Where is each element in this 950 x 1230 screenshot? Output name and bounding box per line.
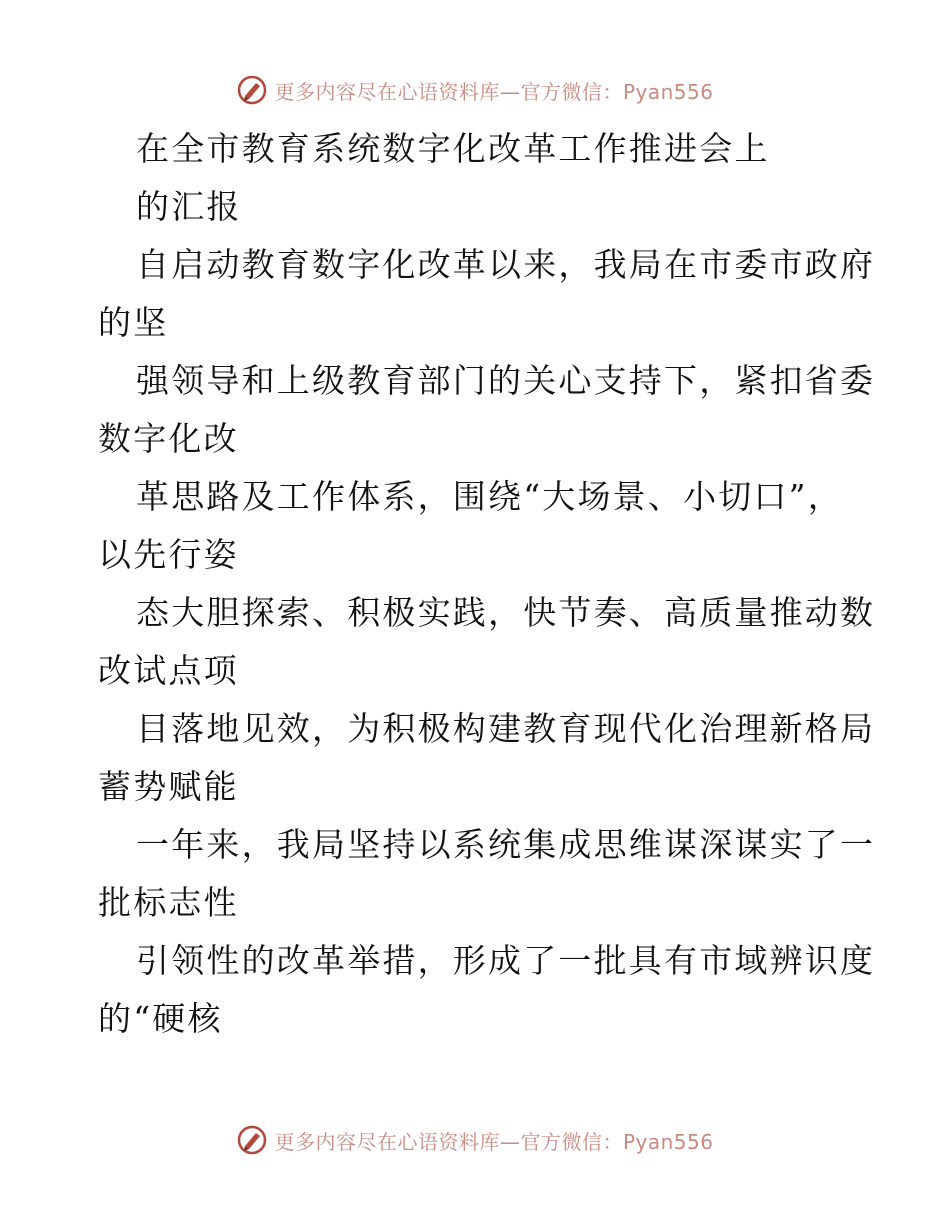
pen-logo-icon xyxy=(236,74,268,106)
text-line: 批标志性 xyxy=(98,883,239,922)
footer-banner xyxy=(0,1120,950,1160)
pen-logo-icon xyxy=(236,1124,268,1156)
text-line: 自启动教育数字化改革以来，我局在市委市政府 xyxy=(136,245,876,284)
banner-text: 更多内容尽在心语资料库—官方微信：Pyan556 xyxy=(274,79,714,104)
text-line: 态大胆探索、积极实践，快节奏、高质量推动数 xyxy=(136,593,876,632)
text-line: 的坚 xyxy=(98,303,169,342)
text-line: 一年来，我局坚持以系统集成思维谋深谋实了一 xyxy=(136,825,876,864)
text-line: 改试点项 xyxy=(98,651,239,690)
text-line: 数字化改 xyxy=(98,419,239,458)
document-body xyxy=(98,120,876,1048)
text-line: 蓄势赋能 xyxy=(98,767,239,806)
header-banner xyxy=(0,70,950,110)
text-line: 的“硬核 xyxy=(98,999,223,1038)
text-line: 的汇报 xyxy=(136,187,242,226)
text-line: 以先行姿 xyxy=(98,535,239,574)
banner-text: 更多内容尽在心语资料库—官方微信：Pyan556 xyxy=(274,1129,714,1154)
text-line: 引领性的改革举措，形成了一批具有市域辨识度 xyxy=(136,941,876,980)
text-line: 强领导和上级教育部门的关心支持下，紧扣省委 xyxy=(136,361,876,400)
text-line: 在全市教育系统数字化改革工作推进会上 xyxy=(136,129,770,168)
text-line: 革思路及工作体系，围绕“大场景、小切口”， xyxy=(136,477,843,516)
text-line: 目落地见效，为积极构建教育现代化治理新格局 xyxy=(136,709,876,748)
